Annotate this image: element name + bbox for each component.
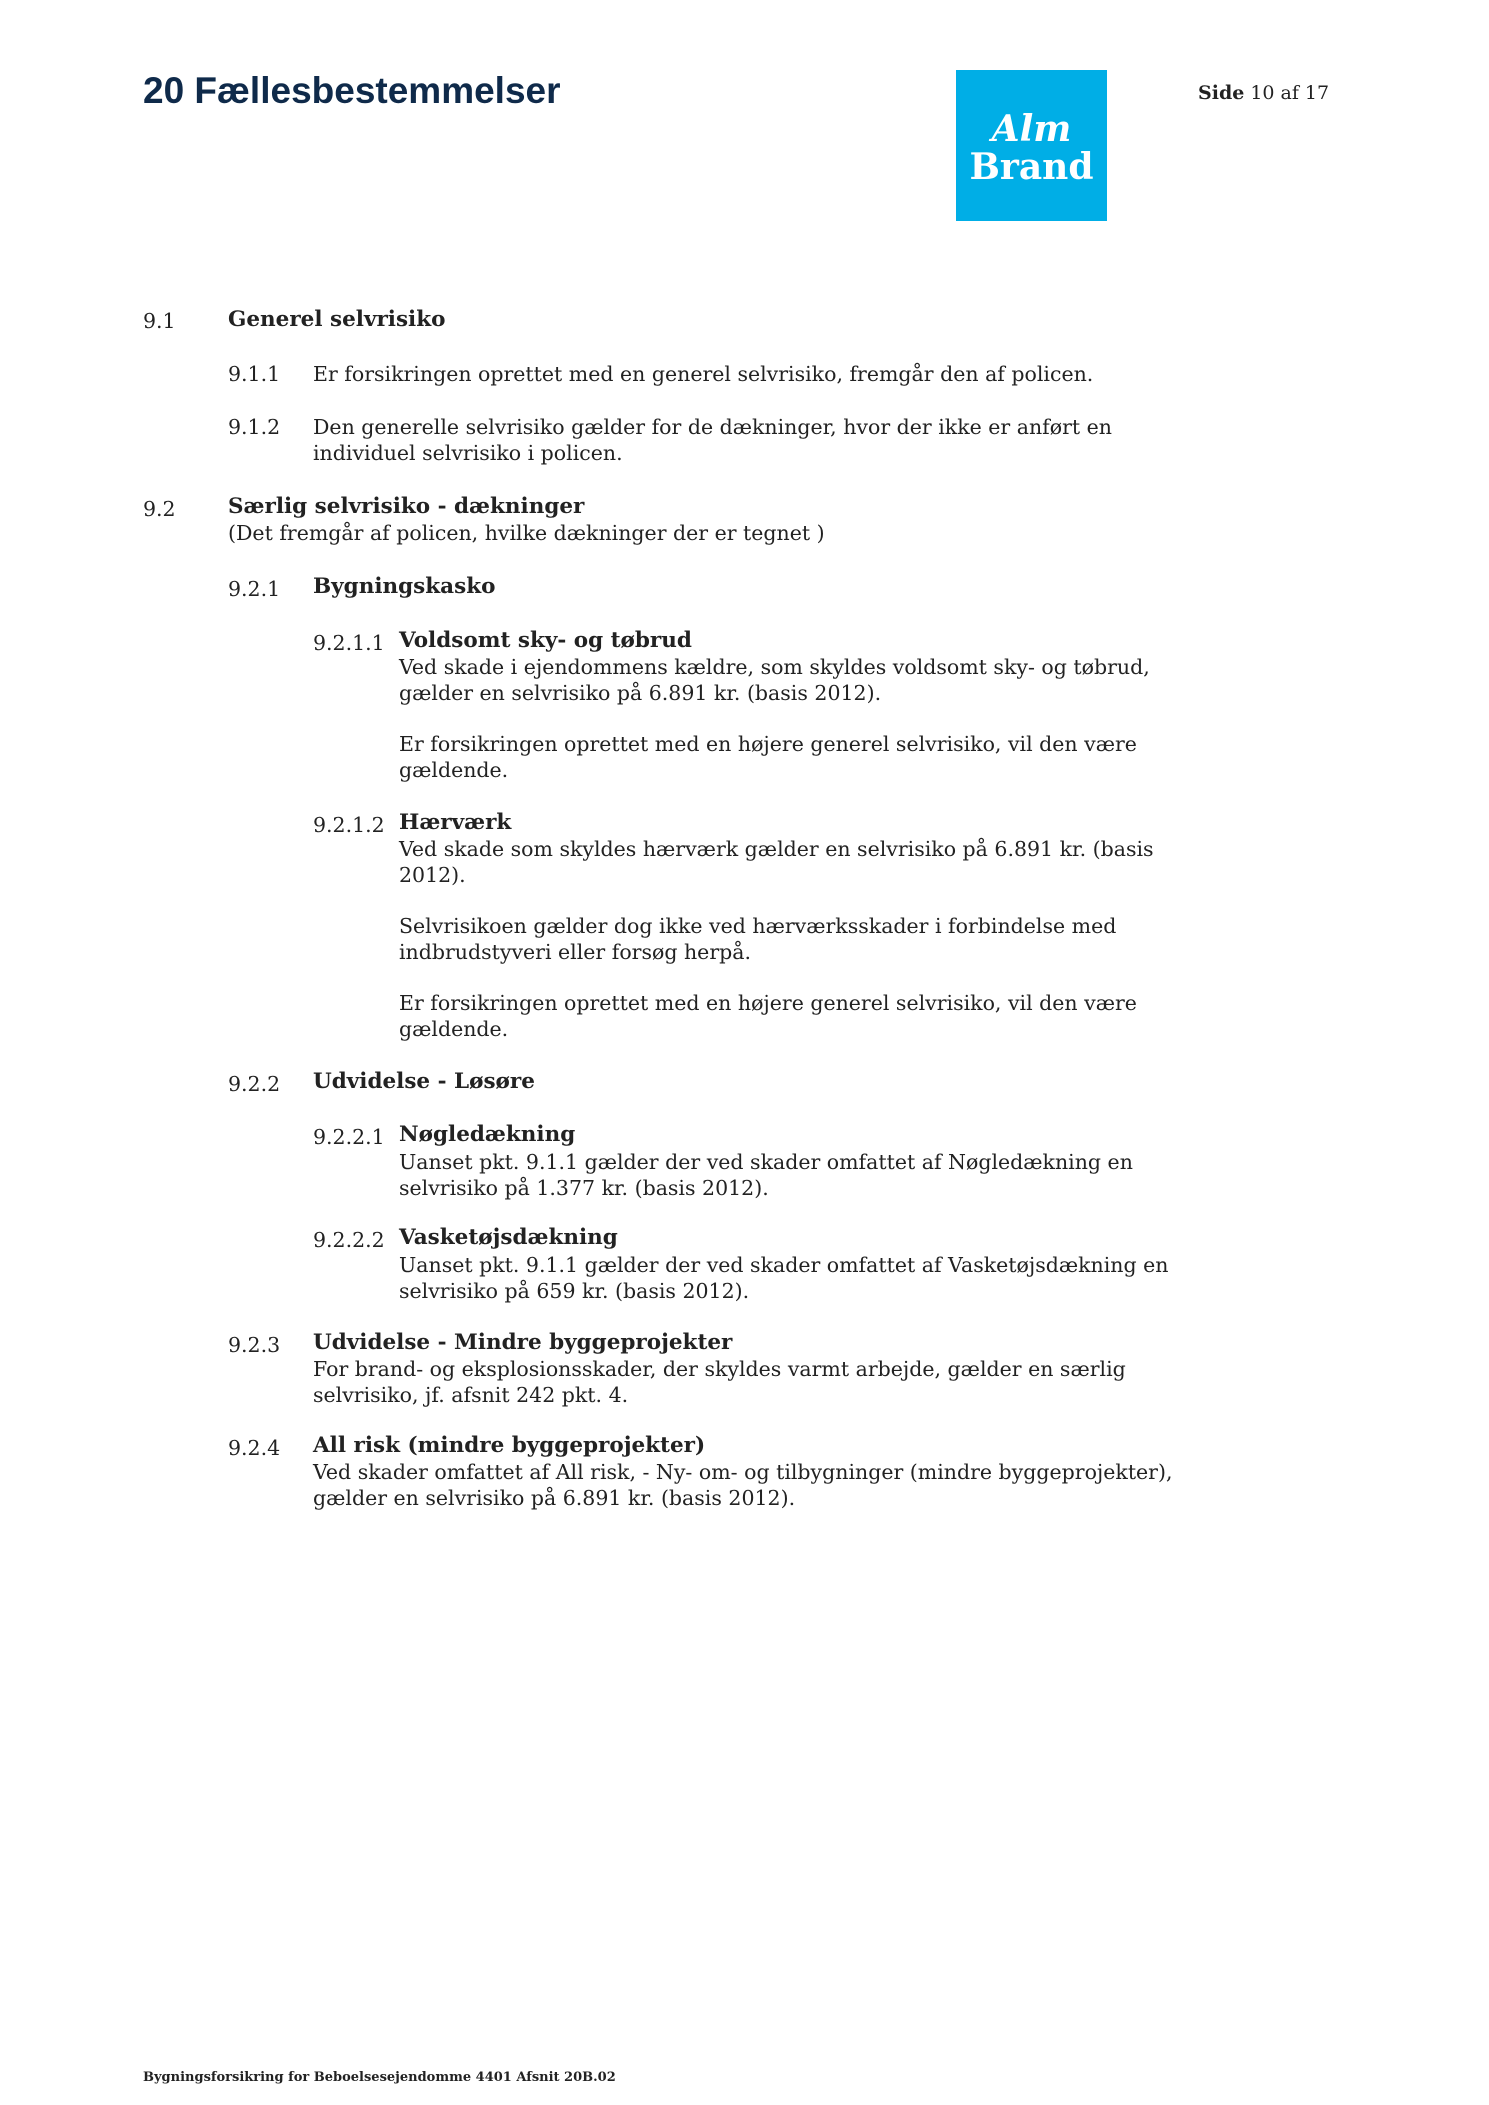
section-9-2-title: Særlig selvrisiko - dækninger [228,494,585,519]
footer-text: Bygningsforsikring for Beboelsesejendomme 4401 Afsnit 20B.02 [143,2070,616,2085]
section-9-2-2-title: Udvidelse - Løsøre [313,1069,535,1094]
section-9-2-2-number: 9.2.2 [228,1072,281,1096]
page-number [1198,82,1329,104]
section-9-2-3-line-1: For brand- og eksplosionsskader, der skyldes varmt arbejde, gælder en særlig [313,1357,1126,1381]
section-9-2-2-1-line-2: selvrisiko på 1.377 kr. (basis 2012). [399,1176,769,1200]
section-9-2-3-number: 9.2.3 [228,1333,281,1357]
section-9-2-4-line-2: gælder en selvrisiko på 6.891 kr. (basis 2012). [313,1486,796,1510]
section-9-1-number: 9.1 [143,309,176,333]
section-9-1-2-number: 9.1.2 [228,415,281,439]
section-9-2-1-1-p1-line-2: gælder en selvrisiko på 6.891 kr. (basis 2012). [399,681,882,705]
section-9-1-1-text: Er forsikringen oprettet med en generel selvrisiko, fremgår den af policen. [313,362,1094,386]
page-value: 10 af 17 [1250,82,1330,104]
section-9-2-subtitle: (Det fremgår af policen, hvilke dækninger der er tegnet ) [228,521,825,545]
logo-line-1: Alm [991,107,1072,150]
section-9-1-2-line-2: individuel selvrisiko i policen. [313,441,623,465]
page-label: Side [1198,82,1245,104]
section-9-2-1-1-title: Voldsomt sky- og tøbrud [399,628,692,653]
section-9-2-4-number: 9.2.4 [228,1436,281,1460]
section-9-2-3-title: Udvidelse - Mindre byggeprojekter [313,1330,733,1355]
section-9-2-1-2-p2-line-2: indbrudstyveri eller forsøg herpå. [399,940,751,964]
section-9-2-1-1-p2-line-2: gældende. [399,758,509,782]
section-9-2-1-1-p1-line-1: Ved skade i ejendommens kældre, som skyldes voldsomt sky- og tøbrud, [399,655,1150,679]
section-9-2-1-1-p2-line-1: Er forsikringen oprettet med en højere generel selvrisiko, vil den være [399,732,1137,756]
section-9-2-1-2-title: Hærværk [399,810,512,835]
section-9-1-2-line-1: Den generelle selvrisiko gælder for de dækninger, hvor der ikke er anført en [313,415,1112,439]
section-9-2-3-line-2: selvrisiko, jf. afsnit 242 pkt. 4. [313,1383,629,1407]
section-9-2-2-2-title: Vasketøjsdækning [399,1225,618,1250]
section-9-2-2-1-title: Nøgledækning [399,1122,576,1147]
section-9-2-number: 9.2 [143,497,176,521]
section-9-2-1-title: Bygningskasko [313,574,496,599]
alm-brand-logo [956,70,1107,221]
section-9-2-1-2-p1-line-1: Ved skade som skyldes hærværk gælder en selvrisiko på 6.891 kr. (basis [399,837,1154,861]
section-9-2-1-2-number: 9.2.1.2 [313,813,385,837]
page-title: 20 Fællesbestemmelser [143,70,561,111]
section-9-2-1-2-p2-line-1: Selvrisikoen gælder dog ikke ved hærværksskader i forbindelse med [399,914,1117,938]
section-9-2-4-title: All risk (mindre byggeprojekter) [313,1433,706,1458]
section-9-2-4-line-1: Ved skader omfattet af All risk, - Ny- om- og tilbygninger (mindre byggeprojekter), [313,1460,1173,1484]
section-9-2-2-2-line-1: Uanset pkt. 9.1.1 gælder der ved skader omfattet af Vasketøjsdækning en [399,1253,1169,1277]
section-9-2-2-2-line-2: selvrisiko på 659 kr. (basis 2012). [399,1279,750,1303]
section-9-2-1-1-number: 9.2.1.1 [313,631,385,655]
section-9-1-title: Generel selvrisiko [228,307,446,332]
section-9-2-1-number: 9.2.1 [228,577,281,601]
section-9-2-1-2-p3-line-2: gældende. [399,1017,509,1041]
section-9-2-2-1-number: 9.2.2.1 [313,1125,385,1149]
section-9-2-1-2-p1-line-2: 2012). [399,863,466,887]
logo-line-2: Brand [969,145,1094,188]
section-9-2-1-2-p3-line-1: Er forsikringen oprettet med en højere generel selvrisiko, vil den være [399,991,1137,1015]
section-9-2-2-2-number: 9.2.2.2 [313,1228,385,1252]
section-9-2-2-1-line-1: Uanset pkt. 9.1.1 gælder der ved skader omfattet af Nøgledækning en [399,1150,1133,1174]
section-9-1-1-number: 9.1.1 [228,362,281,386]
